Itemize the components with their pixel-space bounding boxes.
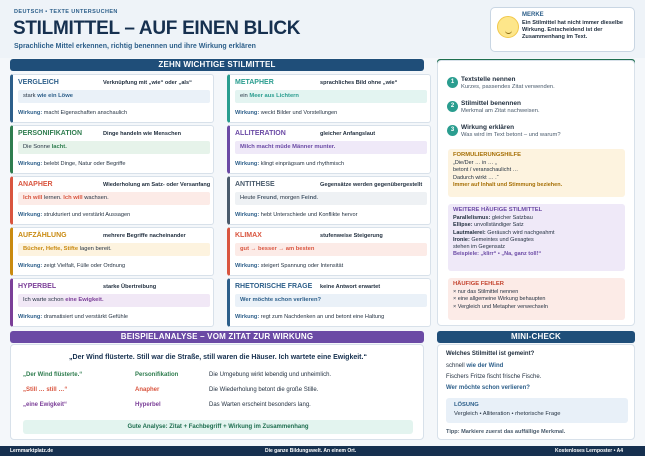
analyse-panel <box>437 60 635 326</box>
solution-box <box>446 398 628 423</box>
example-text: . <box>316 195 319 201</box>
example-highlight: Feind <box>301 195 317 201</box>
solution-text: Vergleich • Alliteration • rhetorische Frage <box>454 411 561 417</box>
example-text: lernen. <box>42 195 64 201</box>
example-text: , morgen <box>276 195 302 201</box>
effect-label: Wirkung: <box>18 314 43 320</box>
weitere-value: Gemeintes und Gesagtes <box>469 236 534 243</box>
card-example <box>18 192 210 205</box>
weitere-key: Parallelismus: <box>453 215 491 221</box>
card-rhetorische-frage <box>227 278 431 327</box>
card-vergleich <box>10 74 214 123</box>
weitere-key: Ellipse: <box>453 222 473 229</box>
card-definition: mehrere Begriffe nacheinander <box>103 233 186 239</box>
beispiel-wirkung: Die Umgebung wirkt lebendig und unheimlich. <box>209 372 332 378</box>
effect-label: Wirkung: <box>235 110 260 116</box>
example-highlight: eine Ewigkeit. <box>65 297 104 303</box>
example-highlight: lacht. <box>51 144 67 150</box>
card-name: ALLITERATION <box>235 130 286 137</box>
section-header-beispiel: BEISPIELANALYSE – VOM ZITAT ZUR WIRKUNG <box>10 331 424 343</box>
card-definition: Gegensätze werden gegenübergestellt <box>320 182 423 188</box>
effect-label: Wirkung: <box>235 212 260 218</box>
merke-box <box>490 7 635 52</box>
beispiel-zitat: „eine Ewigkeit“ <box>23 402 68 408</box>
card-definition: starke Übertreibung <box>103 284 157 290</box>
card-definition: Wiederholung am Satz- oder Versanfang <box>103 182 211 188</box>
example-text: wachsen. <box>82 195 109 201</box>
weitere-title: WEITERE HÄUFIGE STILMITTEL <box>453 207 543 213</box>
page-title: STILMITTEL – AUF EINEN BLICK <box>13 18 301 39</box>
footer <box>0 446 645 456</box>
example-highlight: wie ein Löwe <box>37 93 73 99</box>
beispiel-wirkung: Das Warten erscheint besonders lang. <box>209 402 311 408</box>
beispiel-row <box>11 402 425 416</box>
card-name: RHETORISCHE FRAGE <box>235 283 313 290</box>
card-name: VERGLEICH <box>18 79 59 86</box>
example-highlight: Bücher, Hefte, Stifte <box>23 246 79 252</box>
example-highlight: Milch macht müde Männer munter. <box>240 144 336 150</box>
weitere-item <box>453 237 620 244</box>
card-antithese <box>227 176 431 225</box>
beispiel-mittel: Personifikation <box>135 372 179 378</box>
section-header-zehn: ZEHN WICHTIGE STILMITTEL <box>10 59 424 71</box>
weitere-item <box>453 230 620 237</box>
card-example <box>235 294 427 307</box>
minicheck-panel <box>437 344 635 440</box>
card-name: ANTITHESE <box>235 181 275 188</box>
fehler-title: HÄUFIGE FEHLER <box>453 281 504 287</box>
card-name: ANAPHER <box>18 181 53 188</box>
beispiel-zitat: „Still … still …“ <box>23 387 68 393</box>
step-desc: Was wird im Text betont – und warum? <box>461 132 561 138</box>
step-number: 1 <box>447 77 458 88</box>
formulierung-line: Dadurch wirkt … .“ <box>453 174 499 181</box>
minicheck-question: Welches Stilmittel ist gemeint? <box>446 351 535 357</box>
beispiel-quote: „Der Wind flüsterte. Still war die Straße, still waren die Häuser. Ich wartete eine Ewigkeit.“ <box>69 354 367 361</box>
step-desc: Merkmal am Zitat nachweisen. <box>461 108 540 114</box>
card-effect <box>18 110 127 116</box>
fehler-item: × nur das Stilmittel nennen <box>453 289 519 295</box>
effect-text: steigert Spannung oder Intensität <box>260 263 344 269</box>
card-example <box>18 294 210 307</box>
example-highlight: Wer möchte schon verlieren? <box>240 297 322 303</box>
minicheck-line-3: Wer möchte schon verlieren? <box>446 385 530 391</box>
card-definition: Verknüpfung mit „wie“ oder „als“ <box>103 80 192 86</box>
example-text: ein <box>240 93 250 99</box>
card-klimax <box>227 227 431 276</box>
example-highlight: Ich will <box>63 195 83 201</box>
step-title: Stilmittel benennen <box>461 100 521 107</box>
minicheck-line-1 <box>446 363 503 369</box>
card-effect <box>18 212 130 218</box>
card-effect <box>18 263 125 269</box>
beispiel-summary: Gute Analyse: Zitat + Fachbegriff + Wirkung im Zusammenhang <box>23 420 413 434</box>
step-title: Textstelle nennen <box>461 76 516 83</box>
merke-text: Ein Stilmittel hat nicht immer dieselbe Wirkung. Entscheidend ist der Zusammenhang im Text. <box>522 20 624 40</box>
weitere-item <box>453 244 620 251</box>
beispiel-zitat: „Der Wind flüsterte.“ <box>23 372 83 378</box>
step-number: 3 <box>447 125 458 136</box>
beispiel-row <box>11 387 425 401</box>
formulierung-note: Immer auf Inhalt und Stimmung beziehen. <box>453 181 563 188</box>
effect-label: Wirkung: <box>18 212 43 218</box>
smiley-icon <box>497 16 519 38</box>
card-effect <box>235 263 343 269</box>
card-definition: sprachliches Bild ohne „wie“ <box>320 80 398 86</box>
example-highlight: Meer aus Lichtern <box>249 93 299 99</box>
weitere-value: unvollständiger Satz <box>472 222 524 229</box>
example-text: stark <box>23 93 38 99</box>
card-example <box>235 141 427 154</box>
card-effect <box>235 161 344 167</box>
formulierung-box <box>448 149 625 197</box>
weitere-item <box>453 222 620 229</box>
weitere-box <box>448 204 625 271</box>
weitere-value: Geräusch wird nachgeahmt <box>485 229 555 236</box>
fehler-item: × Vergleich und Metapher verwechseln <box>453 303 548 310</box>
effect-text: klingt einprägsam und rhythmisch <box>260 161 345 167</box>
card-definition: gleicher Anfangslaut <box>320 131 376 137</box>
page-subtitle: Sprachliche Mittel erkennen, richtig benennen und ihre Wirkung erklären <box>14 43 256 50</box>
weitere-item <box>453 215 620 222</box>
card-effect <box>235 110 337 116</box>
effect-text: regt zum Nachdenken an und betont eine Haltung <box>260 314 385 320</box>
weitere-key: Lautmalerei: <box>453 229 486 236</box>
card-example <box>235 90 427 103</box>
card-example <box>18 90 210 103</box>
solution-title: LÖSUNG <box>454 402 479 408</box>
minicheck-highlight: wie der Wind <box>466 363 504 369</box>
effect-text: macht Eigenschaften anschaulich <box>43 110 128 116</box>
fehler-box <box>448 278 625 320</box>
minicheck-tip: Tipp: Markiere zuerst das auffällige Merkmal. <box>446 429 566 435</box>
card-name: HYPERBEL <box>18 283 57 290</box>
card-aufzählung <box>10 227 214 276</box>
effect-text: weckt Bilder und Vorstellungen <box>260 110 338 116</box>
beispiel-row <box>11 372 425 386</box>
step-title: Wirkung erklären <box>461 124 515 131</box>
effect-text: belebt Dinge, Natur oder Begriffe <box>43 161 126 167</box>
beispiel-mittel: Hyperbel <box>135 402 161 408</box>
effect-label: Wirkung: <box>235 314 260 320</box>
card-definition: Dinge handeln wie Menschen <box>103 131 182 137</box>
card-name: PERSONIFIKATION <box>18 130 83 137</box>
card-definition: stufenweise Steigerung <box>320 233 383 239</box>
card-example <box>18 141 210 154</box>
effect-text: zeigt Vielfalt, Fülle oder Ordnung <box>43 263 126 269</box>
weitere-value: gleicher Satzbau <box>490 215 533 221</box>
fehler-item: × eine allgemeine Wirkung behaupten <box>453 296 546 303</box>
card-hyperbel <box>10 278 214 327</box>
card-example <box>18 243 210 256</box>
effect-label: Wirkung: <box>18 110 43 116</box>
effect-text: strukturiert und verstärkt Aussagen <box>43 212 131 218</box>
card-alliteration <box>227 125 431 174</box>
card-anapher <box>10 176 214 225</box>
effect-text: dramatisiert und verstärkt Gefühle <box>43 314 129 320</box>
beispiel-mittel: Anapher <box>135 387 160 393</box>
example-text: lagen bereit. <box>78 246 112 252</box>
minicheck-text: schnell <box>446 363 467 369</box>
example-text: Heute <box>240 195 258 201</box>
effect-label: Wirkung: <box>18 263 43 269</box>
formulierung-title: FORMULIERUNGSHILFE <box>453 152 521 158</box>
effect-label: Wirkung: <box>235 263 260 269</box>
effect-label: Wirkung: <box>18 161 43 167</box>
example-text: Die Sonne <box>23 144 52 150</box>
card-example <box>235 192 427 205</box>
card-definition: keine Antwort erwartet <box>320 284 381 290</box>
footer-info: Kostenloses Lernposter • A4 <box>555 448 623 454</box>
merke-title: MERKE <box>522 12 544 18</box>
kicker: DEUTSCH • TEXTE UNTERSUCHEN <box>14 9 118 15</box>
formulierung-line: betont / veranschaulicht … <box>453 167 519 174</box>
card-effect <box>18 161 125 167</box>
example-text: Ich warte schon <box>23 297 66 303</box>
effect-text: hebt Unterschiede und Konflikte hervor <box>260 212 358 218</box>
weitere-key: Ironie: <box>453 236 470 243</box>
beispiel-wirkung: Die Wiederholung betont die große Stille. <box>209 387 319 393</box>
step-desc: Kurzes, passendes Zitat verwenden. <box>461 84 555 90</box>
footer-brand[interactable]: Lernmarktplatz.de <box>10 448 54 454</box>
card-personifikation <box>10 125 214 174</box>
weitere-example: Beispiele: „klirr“ • „Na, ganz toll!“ <box>453 251 542 258</box>
card-effect <box>18 314 128 320</box>
example-highlight: gut → besser → am besten <box>240 246 315 252</box>
card-effect <box>235 212 357 218</box>
card-name: METAPHER <box>235 79 274 86</box>
beispiel-panel <box>10 344 424 440</box>
card-name: AUFZÄHLUNG <box>18 232 67 239</box>
card-name: KLIMAX <box>235 232 262 239</box>
header <box>0 0 645 58</box>
card-metapher <box>227 74 431 123</box>
card-effect <box>235 314 384 320</box>
effect-label: Wirkung: <box>235 161 260 167</box>
formulierung-line: „Die/Der … in … „ <box>453 160 497 166</box>
section-header-mini: MINI-CHECK <box>437 331 635 343</box>
example-highlight: Ich will <box>23 195 43 201</box>
step-number: 2 <box>447 101 458 112</box>
footer-slogan: Die ganze Bildungswelt. An einem Ort. <box>265 448 357 454</box>
example-highlight: Freund <box>257 195 277 201</box>
weitere-value: stehen im Gegensatz <box>453 244 505 251</box>
card-example <box>235 243 427 256</box>
minicheck-line-2: Fischers Fritze fischt frische Fische. <box>446 374 542 380</box>
